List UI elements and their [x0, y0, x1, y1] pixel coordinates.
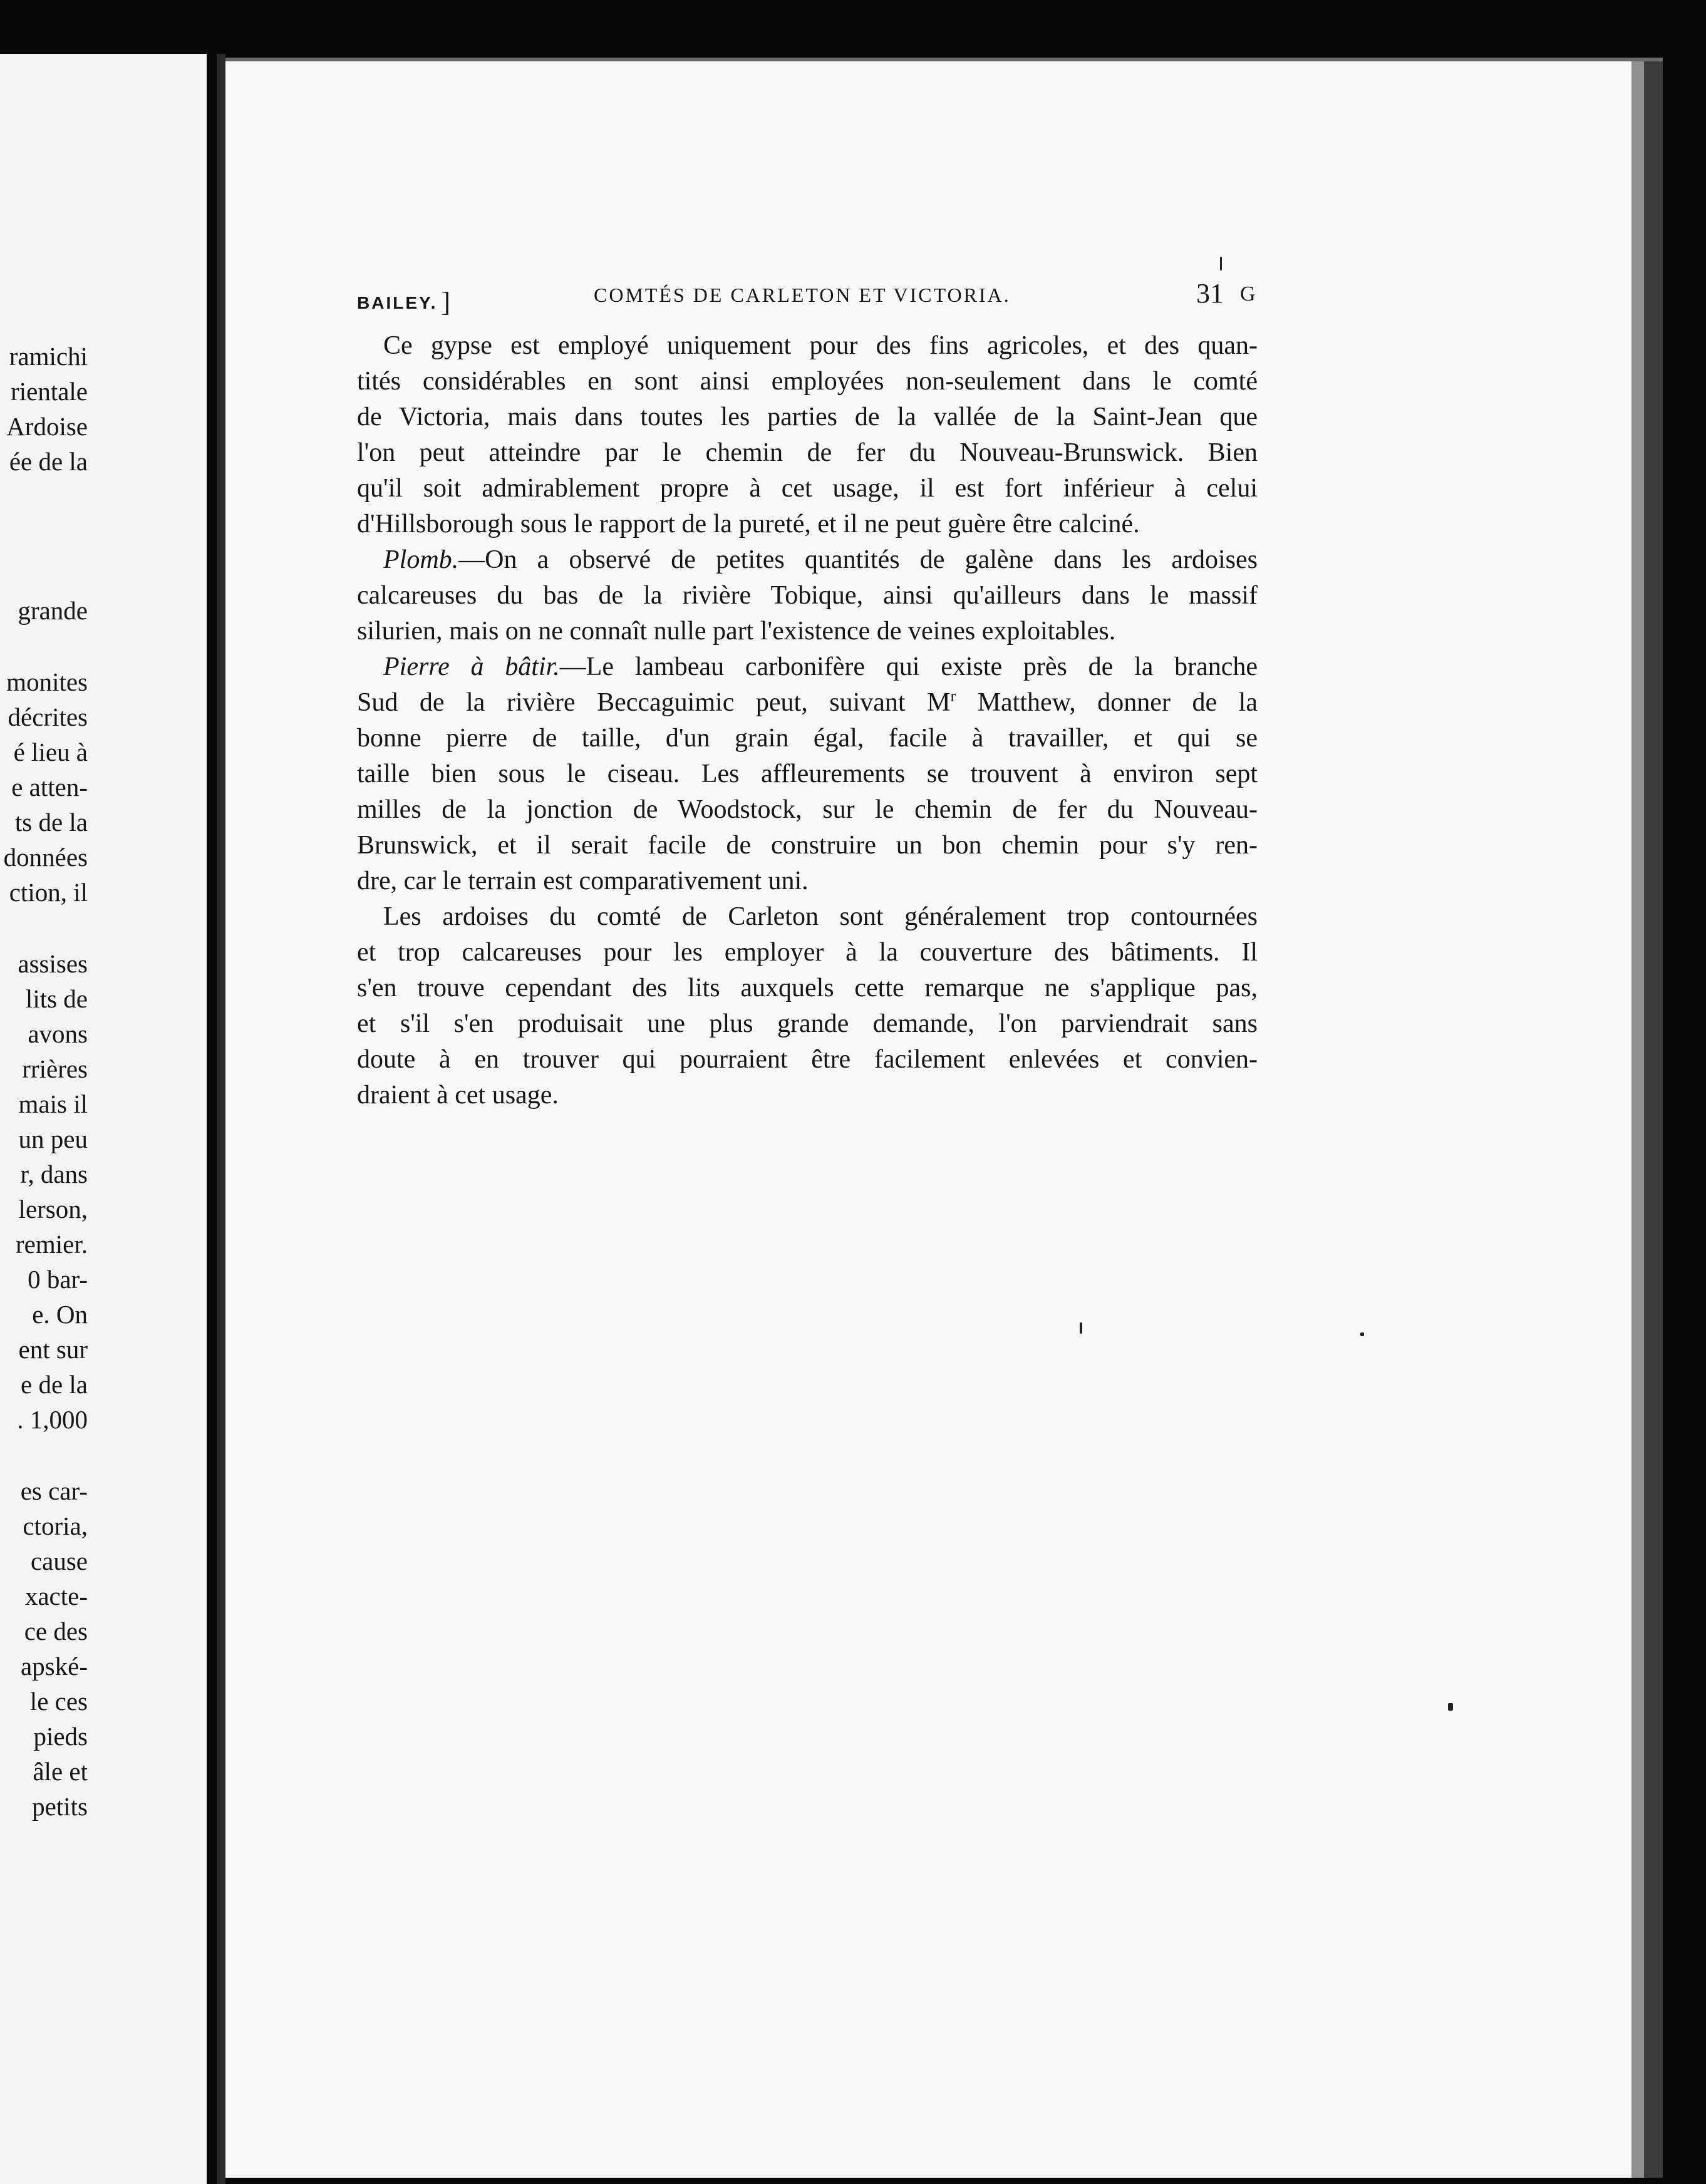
section-heading-plomb: Plomb. [383, 545, 459, 574]
left-line: ction, il [9, 878, 88, 907]
section-heading-pierre: Pierre à bâtir. [383, 652, 560, 681]
scan-speck [1360, 1332, 1364, 1336]
text-line: qu'il soit admirablement propre à cet usage, il est fort inférieur à celui [357, 474, 1258, 503]
page-edge-shadow [1631, 61, 1644, 2178]
left-line: décrites [8, 703, 88, 731]
left-line: apské- [20, 1652, 88, 1681]
left-line: lits de [25, 984, 88, 1013]
left-line: assises [18, 949, 88, 978]
left-line: cause [30, 1547, 88, 1575]
left-line: 0 bar- [28, 1265, 88, 1294]
left-line: petits [32, 1792, 88, 1821]
left-line: é lieu à [13, 738, 88, 766]
left-line: données [3, 843, 88, 872]
book-gutter-edge [217, 54, 225, 2184]
text-line: doute à en trouver qui pourraient être facilement enlevées et convien- [357, 1045, 1258, 1074]
text-line: Plomb.—On a observé de petites quantités de galène dans les ardoises [383, 545, 1258, 574]
text-line: Ce gypse est employé uniquement pour des fins agricoles, et des quan- [383, 331, 1258, 360]
left-line: pieds [33, 1722, 88, 1751]
running-header [357, 272, 1259, 316]
scan-speck [1080, 1322, 1082, 1334]
left-line: monites [6, 667, 88, 696]
page-number: 31 [1196, 278, 1224, 309]
left-line: rientale [11, 377, 88, 406]
paragraph-ardoises [357, 899, 1258, 1113]
text-line: milles de la jonction de Woodstock, sur le chemin de fer du Nouveau- [357, 795, 1258, 824]
left-line: le ces [29, 1687, 88, 1716]
paragraph-gypse [357, 328, 1258, 542]
header-title: COMTÉS DE CARLETON ET VICTORIA. [594, 284, 1011, 306]
left-line: e de la [21, 1370, 88, 1399]
left-line: ramichi [9, 342, 88, 371]
text-line: Pierre à bâtir.—Le lambeau carbonifère qui existe près de la branche [383, 652, 1258, 681]
text-line: de Victoria, mais dans toutes les parties de la vallée de la Saint-Jean que [357, 403, 1258, 431]
text-line: bonne pierre de taille, d'un grain égal, facile à travailler, et qui se [357, 724, 1258, 753]
left-line: avons [28, 1019, 88, 1048]
left-line: ce des [24, 1617, 88, 1646]
page-edge-dark [1644, 61, 1663, 2178]
left-line: Ardoise [6, 412, 88, 441]
left-line: ctoria, [23, 1512, 88, 1540]
text-line: Les ardoises du comté de Carleton sont généralement trop contournées [383, 902, 1258, 931]
left-line: rrières [22, 1054, 88, 1083]
text-line: d'Hillsborough sous le rapport de la pureté, et il ne peut guère être calciné. [357, 510, 1140, 538]
left-line: es car- [20, 1476, 88, 1505]
left-line: e atten- [11, 773, 88, 801]
left-line: mais il [18, 1089, 88, 1118]
text-line: dre, car le terrain est comparativement uni. [357, 867, 809, 895]
facing-page-fragment [0, 54, 213, 2184]
body-text [357, 328, 1258, 1113]
left-line: ée de la [9, 447, 88, 476]
left-line: grande [18, 596, 88, 625]
left-line: un peu [18, 1125, 88, 1153]
text-line: Brunswick, et il serait facile de construire un bon chemin pour s'y ren- [357, 831, 1258, 860]
text-line: tités considérables en sont ainsi employées non-seulement dans le comté [357, 367, 1258, 396]
paragraph-pierre-a-batir [357, 649, 1258, 899]
text-line: s'en trouve cependant des lits auxquels cette remarque ne s'applique pas, [357, 974, 1258, 1002]
left-line: . 1,000 [17, 1405, 88, 1434]
header-author: BAILEY. ] [357, 287, 453, 317]
left-line: r, dans [20, 1160, 88, 1188]
text-line: draient à cet usage. [357, 1081, 559, 1110]
left-line: âle et [33, 1757, 88, 1786]
left-line: remier. [16, 1230, 88, 1259]
text-line: et trop calcareuses pour les employer à la couverture des bâtiments. Il [357, 938, 1258, 967]
left-line: lerson, [18, 1195, 88, 1223]
left-line: ent sur [18, 1335, 88, 1364]
text-line: silurien, mais on ne connaît nulle part l'existence de veines exploitables. [357, 617, 1116, 646]
text-line: taille bien sous le ciseau. Les affleurements se trouvent à environ sept [357, 760, 1258, 788]
scan-speck [1448, 1703, 1453, 1711]
scan-speck [1220, 257, 1222, 270]
paragraph-plomb [357, 542, 1258, 649]
book-gutter-shadow [207, 54, 217, 2184]
left-line: xacte- [24, 1582, 88, 1610]
text-line: calcareuses du bas de la rivière Tobique, ainsi qu'ailleurs dans le massif [357, 581, 1258, 610]
text-line: l'on peut atteindre par le chemin de fer du Nouveau-Brunswick. Bien [357, 438, 1258, 467]
left-line: e. On [32, 1300, 88, 1329]
text-line: et s'il s'en produisait une plus grande demande, l'on parviendrait sans [357, 1009, 1258, 1038]
series-letter: G [1240, 282, 1256, 306]
text-line: Sud de la rivière Beccaguimic peut, suivant $M^r$ Matthew, donner de la [357, 687, 1258, 717]
left-line: ts de la [14, 808, 88, 837]
